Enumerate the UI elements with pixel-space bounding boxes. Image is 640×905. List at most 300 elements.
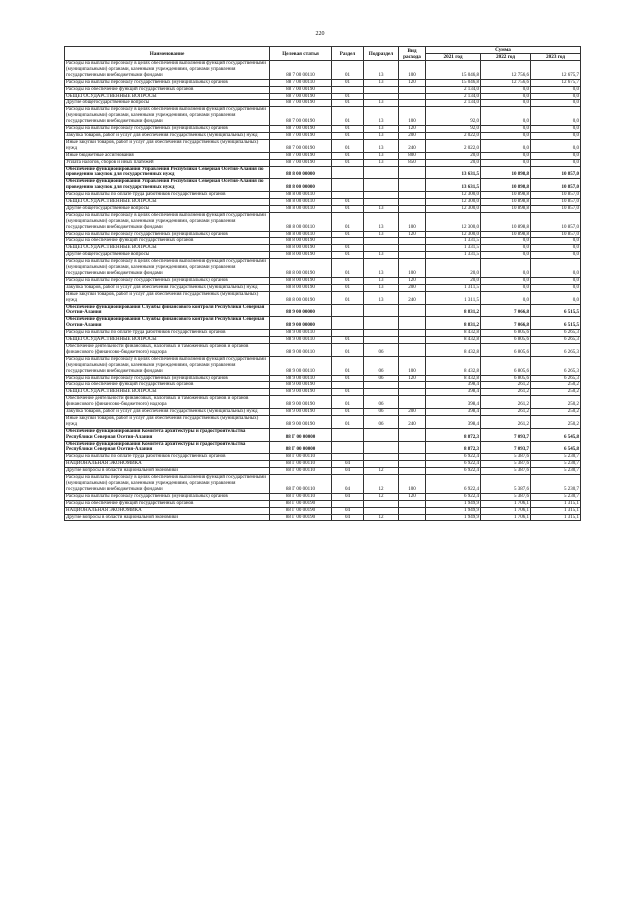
cell-section: 01 [332,343,364,356]
cell-section: 01 [332,152,364,159]
cell-2021: 1 311,5 [426,284,481,291]
cell-name: ОБЩЕГОСУДАРСТВЕННЫЕ ВОПРОСЫ [65,199,270,206]
cell-code: 88 Г 00 00110 [270,454,332,461]
table-row [65,428,581,441]
cell-2022: 0,0 [481,159,531,166]
cell-name: Обеспечение деятельности финансовых, налоговых и таможенных органов и органов финансового (финансово-бюджетного) надзора [65,396,270,409]
cell-name: Иные закупки товаров, работ и услуг для обеспечения государственных (муниципальных) нужд [65,139,270,152]
cell-2022: 12 756,6 [481,79,531,86]
cell-section: 01 [332,212,364,231]
cell-2023: 250,2 [531,396,581,409]
cell-type [399,179,426,192]
cell-name: Расходы на выплаты персоналу государственных (муниципальных) органов [65,231,270,238]
cell-section: 01 [332,356,364,375]
header-section: Раздел [332,47,364,61]
cell-type: 120 [399,277,426,284]
cell-subsection: 13 [364,284,399,291]
table-row [65,277,581,284]
cell-2021: 2 134,0 [426,93,481,100]
header-subsection: Подраздел [364,47,399,61]
cell-2023: 6 265,3 [531,375,581,382]
cell-section: 01 [332,205,364,212]
cell-section: 01 [332,159,364,166]
cell-2023: 0,0 [531,126,581,133]
cell-type [399,428,426,441]
cell-2022: 6 805,6 [481,330,531,337]
cell-2021: 6 922,4 [426,461,481,468]
cell-type: 200 [399,132,426,139]
budget-table [64,46,581,521]
cell-section: 04 [332,507,364,514]
cell-type: 800 [399,152,426,159]
cell-2023: 5 230,7 [531,461,581,468]
cell-section: 04 [332,514,364,521]
cell-name: Расходы на выплаты персоналу в целях обеспечения выполнения функций государственными (муниципальными) органами, казенными учреждениями, органами управления государственными внебюджетными фондами [65,212,270,231]
cell-2021: 2 134,0 [426,86,481,93]
cell-2023: 0,0 [531,252,581,259]
cell-name: Расходы на обеспечение функций государственных органов [65,86,270,93]
cell-subsection: 13 [364,100,399,107]
cell-2021: 8 432,8 [426,375,481,382]
table-row [65,132,581,139]
cell-type: 240 [399,415,426,428]
cell-subsection: 13 [364,252,399,259]
cell-2021: 398,4 [426,409,481,416]
table-row [65,356,581,375]
cell-2021: 20,0 [426,259,481,278]
cell-code: 88 7 00 00190 [270,132,332,139]
cell-name: Расходы на выплаты персоналу в целях обеспечения выполнения функций государственными (муниципальными) органами, казенными учреждениями, органами управления государственными внебюджетными фондами [65,356,270,375]
cell-name: Уплата налогов, сборов и иных платежей [65,159,270,166]
cell-section [332,304,364,317]
cell-section: 01 [332,291,364,304]
cell-2021: 1 331,5 [426,238,481,245]
cell-2022: 0,0 [481,245,531,252]
table-row [65,212,581,231]
table-row [65,86,581,93]
cell-2023: 10 857,0 [531,192,581,199]
cell-code: 88 7 00 00190 [270,139,332,152]
header-row [65,47,581,54]
cell-subsection: 13 [364,79,399,86]
cell-2022: 261,2 [481,409,531,416]
cell-type [399,86,426,93]
cell-2021: 92,0 [426,126,481,133]
cell-code: 88 8 00 00110 [270,231,332,238]
cell-name: Расходы на выплаты персоналу государственных (муниципальных) органов [65,79,270,86]
cell-2023: 0,0 [531,245,581,252]
cell-type [399,304,426,317]
cell-name: Другие общегосударственные вопросы [65,100,270,107]
cell-2023: 1 315,1 [531,500,581,507]
cell-name: Расходы на выплаты персоналу государственных (муниципальных) органов [65,375,270,382]
cell-2022: 1 706,1 [481,507,531,514]
cell-section: 01 [332,245,364,252]
cell-name: Другие общегосударственные вопросы [65,252,270,259]
header-type: Вид расхода [399,47,426,61]
cell-type: 100 [399,356,426,375]
cell-type: 100 [399,61,426,80]
cell-2023: 6 545,8 [531,441,581,454]
cell-type [399,238,426,245]
cell-code: 88 Г 00 00190 [270,507,332,514]
table-row [65,166,581,179]
cell-2022: 5 387,6 [481,454,531,461]
cell-section: 01 [332,259,364,278]
cell-name: Расходы на выплаты персоналу государственных (муниципальных) органов [65,493,270,500]
cell-section [332,500,364,507]
cell-2023: 12 675,7 [531,79,581,86]
cell-code: 88 7 00 00190 [270,159,332,166]
cell-section: 01 [332,107,364,126]
cell-subsection [364,238,399,245]
cell-subsection: 06 [364,356,399,375]
cell-2021: 20,0 [426,152,481,159]
cell-type: 200 [399,409,426,416]
cell-code: 88 9 00 00000 [270,317,332,330]
cell-2022: 0,0 [481,284,531,291]
cell-2021: 398,4 [426,415,481,428]
cell-2021: 20,0 [426,277,481,284]
cell-name: Обеспечение функционирования Управления Республики Северная Осетия-Алания по проведению закупок для государственных нужд [65,179,270,192]
cell-subsection [364,245,399,252]
cell-subsection: 12 [364,468,399,475]
cell-subsection: 13 [364,291,399,304]
cell-2022: 261,2 [481,389,531,396]
cell-name: НАЦИОНАЛЬНАЯ ЭКОНОМИКА [65,507,270,514]
cell-2022: 5 387,6 [481,468,531,475]
cell-type: 200 [399,284,426,291]
table-row [65,468,581,475]
cell-2021: 8 831,2 [426,317,481,330]
cell-2023: 5 230,7 [531,454,581,461]
cell-name: ОБЩЕГОСУДАРСТВЕННЫЕ ВОПРОСЫ [65,93,270,100]
table-body [65,61,581,521]
cell-2022: 0,0 [481,238,531,245]
cell-type [399,389,426,396]
cell-subsection [364,454,399,461]
cell-2021: 8 432,8 [426,356,481,375]
cell-2022: 5 387,6 [481,461,531,468]
cell-type [399,199,426,206]
cell-2023: 6 515,5 [531,304,581,317]
cell-code: 88 8 00 00110 [270,192,332,199]
cell-section [332,179,364,192]
cell-2023: 0,0 [531,93,581,100]
cell-2021: 8 432,8 [426,330,481,337]
table-row [65,79,581,86]
table-row [65,61,581,80]
cell-subsection: 13 [364,107,399,126]
cell-code: 88 9 00 00190 [270,415,332,428]
cell-section: 04 [332,461,364,468]
cell-2023: 6 265,3 [531,337,581,344]
cell-code: 88 8 00 00190 [270,252,332,259]
cell-code: 88 9 00 00110 [270,375,332,382]
cell-2022: 0,0 [481,107,531,126]
cell-code: 88 9 00 00000 [270,304,332,317]
table-row [65,461,581,468]
table-row [65,337,581,344]
cell-subsection: 13 [364,259,399,278]
table-row [65,199,581,206]
header-year-2023: 2023 год [531,54,581,61]
cell-2023: 0,0 [531,86,581,93]
cell-section [332,192,364,199]
cell-2021: 6 922,4 [426,475,481,494]
table-row [65,493,581,500]
cell-2021: 92,0 [426,107,481,126]
cell-name: Расходы на выплаты по оплате труда работников государственных органов [65,192,270,199]
cell-subsection: 06 [364,415,399,428]
cell-type [399,245,426,252]
table-row [65,252,581,259]
cell-subsection: 13 [364,159,399,166]
header-sum: Сумма [426,47,581,54]
table-row [65,375,581,382]
cell-2022: 0,0 [481,259,531,278]
cell-name: Расходы на выплаты по оплате труда работников государственных органов [65,330,270,337]
cell-code: 88 Г 00 00110 [270,468,332,475]
cell-2023: 0,0 [531,259,581,278]
cell-name: Обеспечение функционирования Службы финансового контроля Республики Северная Осетия-Алания [65,317,270,330]
cell-code: 88 7 00 00190 [270,126,332,133]
cell-subsection [364,500,399,507]
cell-2021: 6 922,4 [426,468,481,475]
table-row [65,152,581,159]
cell-2021: 1 311,5 [426,291,481,304]
cell-name: Расходы на обеспечение функций государственных органов [65,238,270,245]
cell-subsection: 13 [364,139,399,152]
cell-subsection [364,179,399,192]
cell-name: Другие вопросы в области национальной экономики [65,468,270,475]
cell-2022: 0,0 [481,277,531,284]
cell-2023: 0,0 [531,284,581,291]
table-row [65,409,581,416]
cell-2021: 398,4 [426,389,481,396]
cell-type [399,192,426,199]
cell-2023: 10 857,0 [531,231,581,238]
table-row [65,107,581,126]
cell-name: Другие вопросы в области национальной экономики [65,514,270,521]
cell-code: 88 8 00 00190 [270,277,332,284]
cell-section [332,317,364,330]
cell-type: 120 [399,231,426,238]
cell-section: 04 [332,475,364,494]
cell-subsection: 06 [364,343,399,356]
cell-name: Обеспечение деятельности финансовых, налоговых и таможенных органов и органов финансового (финансово-бюджетного) надзора [65,343,270,356]
cell-code: 88 8 00 00190 [270,291,332,304]
cell-section [332,428,364,441]
table-row [65,475,581,494]
cell-section [332,86,364,93]
cell-subsection [364,461,399,468]
cell-type [399,382,426,389]
cell-2021: 398,4 [426,396,481,409]
cell-2022: 7 066,8 [481,317,531,330]
cell-2023: 0,0 [531,238,581,245]
cell-section: 04 [332,493,364,500]
cell-2023: 10 857,0 [531,212,581,231]
cell-name: Расходы на выплаты по оплате труда работников государственных органов [65,454,270,461]
cell-section: 01 [332,415,364,428]
cell-subsection [364,199,399,206]
cell-section: 01 [332,79,364,86]
cell-section: 01 [332,132,364,139]
cell-2021: 15 046,8 [426,79,481,86]
cell-name: Расходы на обеспечение функций государственных органов [65,382,270,389]
cell-2023: 0,0 [531,291,581,304]
cell-2023: 10 857,0 [531,199,581,206]
cell-code: 88 8 00 00000 [270,179,332,192]
cell-2022: 0,0 [481,126,531,133]
cell-2023: 0,0 [531,100,581,107]
cell-2021: 2 134,0 [426,100,481,107]
cell-subsection: 13 [364,277,399,284]
table-row [65,415,581,428]
cell-type: 120 [399,126,426,133]
cell-name: НАЦИОНАЛЬНАЯ ЭКОНОМИКА [65,461,270,468]
cell-2022: 7 066,8 [481,304,531,317]
cell-2023: 0,0 [531,152,581,159]
cell-2022: 0,0 [481,93,531,100]
cell-name: Расходы на выплаты персоналу государственных (муниципальных) органов [65,277,270,284]
table-row [65,284,581,291]
cell-subsection [364,441,399,454]
cell-name: Обеспечение функционирования Комитета архитектуры и градостроительства Республики Северная Осетия-Алания [65,428,270,441]
cell-type [399,337,426,344]
cell-type: 240 [399,139,426,152]
cell-2023: 250,2 [531,389,581,396]
cell-code: 88 7 00 00190 [270,107,332,126]
cell-name: ОБЩЕГОСУДАРСТВЕННЫЕ ВОПРОСЫ [65,389,270,396]
cell-subsection [364,389,399,396]
cell-type [399,441,426,454]
cell-2021: 12 300,0 [426,199,481,206]
cell-2023: 250,2 [531,415,581,428]
cell-subsection [364,192,399,199]
cell-2022: 6 805,6 [481,343,531,356]
cell-subsection [364,304,399,317]
cell-section: 01 [332,409,364,416]
cell-2021: 6 922,4 [426,493,481,500]
cell-2023: 0,0 [531,277,581,284]
page-number: 220 [315,31,325,37]
cell-2022: 7 093,7 [481,441,531,454]
cell-subsection: 13 [364,231,399,238]
cell-name: Иные закупки товаров, работ и услуг для обеспечения государственных (муниципальных) нужд [65,291,270,304]
cell-2022: 0,0 [481,86,531,93]
cell-2021: 6 922,4 [426,454,481,461]
cell-2022: 0,0 [481,291,531,304]
cell-code: 88 7 00 00190 [270,100,332,107]
cell-section: 01 [332,375,364,382]
table-row [65,93,581,100]
cell-type: 100 [399,107,426,126]
cell-subsection [364,166,399,179]
cell-section: 01 [332,199,364,206]
table-row [65,100,581,107]
cell-2021: 1 949,9 [426,507,481,514]
cell-name: Расходы на выплаты персоналу в целях обеспечения выполнения функций государственными (муниципальными) органами, казенными учреждениями, органами управления государственными внебюджетными фондами [65,107,270,126]
cell-2022: 0,0 [481,152,531,159]
table-row [65,343,581,356]
cell-type: 120 [399,493,426,500]
cell-code: 88 9 00 00190 [270,389,332,396]
cell-2022: 10 898,8 [481,179,531,192]
cell-subsection: 06 [364,375,399,382]
cell-code: 88 8 00 00190 [270,238,332,245]
cell-section [332,441,364,454]
cell-code: 88 9 00 00110 [270,337,332,344]
cell-name: Обеспечение функционирования Службы финансового контроля Республики Северная Осетия-Алания [65,304,270,317]
cell-2023: 6 515,5 [531,317,581,330]
cell-name: Расходы на выплаты персоналу в целях обеспечения выполнения функций государственными (муниципальными) органами, казенными учреждениями, органами управления государственными внебюджетными фондами [65,475,270,494]
table-row [65,304,581,317]
cell-subsection [364,428,399,441]
cell-section: 01 [332,389,364,396]
cell-code: 88 8 00 00110 [270,199,332,206]
cell-2023: 1 315,1 [531,507,581,514]
cell-2021: 15 046,8 [426,61,481,80]
cell-section [332,238,364,245]
cell-subsection: 06 [364,409,399,416]
cell-2023: 6 545,8 [531,428,581,441]
table-row [65,192,581,199]
table-row [65,330,581,337]
cell-type [399,252,426,259]
cell-type [399,100,426,107]
cell-2023: 12 675,7 [531,61,581,80]
cell-section: 01 [332,93,364,100]
cell-2022: 261,2 [481,415,531,428]
cell-2023: 6 265,3 [531,343,581,356]
cell-subsection: 13 [364,212,399,231]
cell-section [332,382,364,389]
cell-2023: 0,0 [531,139,581,152]
cell-name: Иные бюджетные ассигнования [65,152,270,159]
table-row [65,500,581,507]
cell-type [399,500,426,507]
cell-type [399,507,426,514]
cell-type [399,454,426,461]
cell-type [399,330,426,337]
cell-section: 01 [332,139,364,152]
cell-2022: 0,0 [481,132,531,139]
cell-section: 04 [332,468,364,475]
cell-subsection: 13 [364,132,399,139]
cell-2023: 10 857,0 [531,179,581,192]
cell-subsection [364,330,399,337]
cell-2022: 10 898,8 [481,166,531,179]
cell-code: 88 9 00 00110 [270,356,332,375]
table-row [65,514,581,521]
cell-2022: 0,0 [481,100,531,107]
cell-2022: 10 898,8 [481,205,531,212]
cell-2021: 8 872,3 [426,428,481,441]
cell-subsection: 13 [364,126,399,133]
cell-code: 88 8 00 00110 [270,205,332,212]
cell-name: ОБЩЕГОСУДАРСТВЕННЫЕ ВОПРОСЫ [65,337,270,344]
cell-2023: 10 857,0 [531,205,581,212]
cell-subsection: 12 [364,475,399,494]
cell-2022: 10 898,8 [481,212,531,231]
cell-name: Другие общегосударственные вопросы [65,205,270,212]
header-name: Наименование [65,47,270,61]
cell-2021: 1 949,9 [426,500,481,507]
cell-name: Закупка товаров, работ и услуг для обеспечения государственных (муниципальных) нужд [65,132,270,139]
cell-2021: 13 631,5 [426,179,481,192]
